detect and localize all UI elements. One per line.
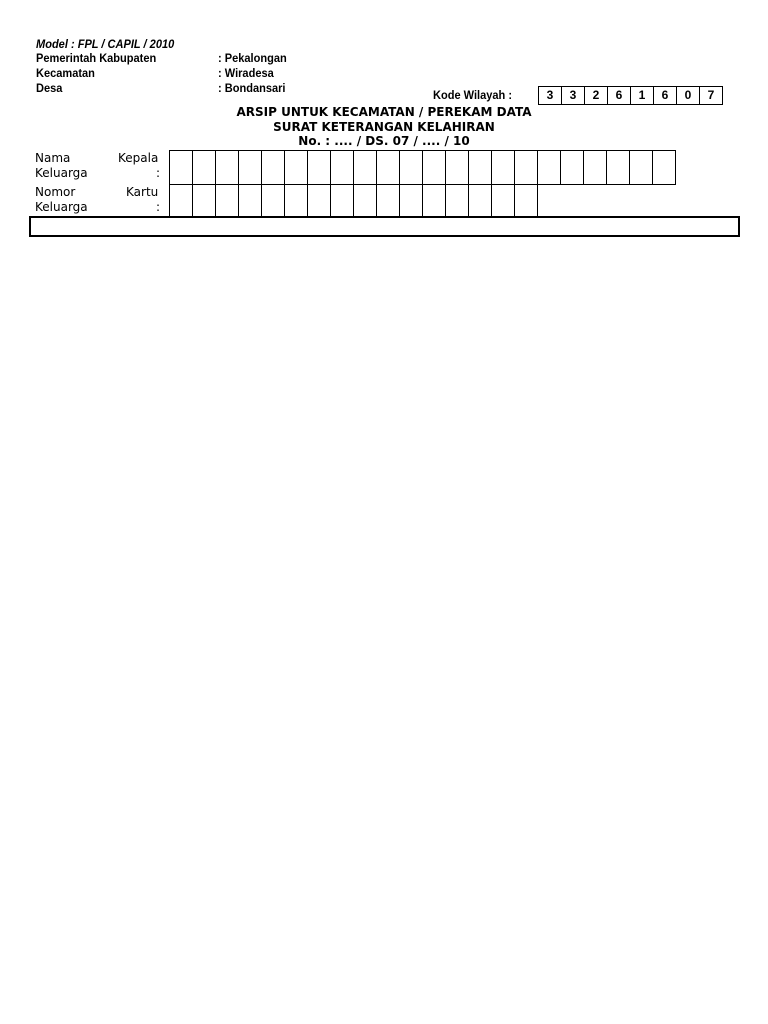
- nomor-kk-char-box[interactable]: [261, 184, 285, 218]
- desa-value: : Bondansari: [218, 81, 286, 95]
- nomor-kk-label-word2: Kartu: [126, 185, 159, 199]
- nomor-kk-char-box[interactable]: [353, 184, 377, 218]
- kode-wilayah-digit: 0: [676, 86, 700, 105]
- kabupaten-value: : Pekalongan: [218, 51, 287, 65]
- nomor-kk-char-box[interactable]: [491, 184, 515, 218]
- nomor-kk-label-word3: Keluarga: [35, 200, 88, 214]
- kode-wilayah-digit: 2: [584, 86, 608, 105]
- nama-char-box[interactable]: [215, 150, 239, 185]
- nomor-kk-label-word1: Nomor: [35, 185, 76, 199]
- nomor-kk-char-box[interactable]: [468, 184, 492, 218]
- nama-char-box[interactable]: [169, 150, 193, 185]
- nomor-kk-char-box[interactable]: [215, 184, 239, 218]
- nama-char-box[interactable]: [652, 150, 676, 185]
- nomor-kk-char-box[interactable]: [422, 184, 446, 218]
- nama-char-box[interactable]: [238, 150, 262, 185]
- kode-wilayah-boxes: [539, 87, 723, 105]
- nama-char-box[interactable]: [560, 150, 584, 185]
- nama-kepala-label-word2: Kepala: [118, 151, 159, 165]
- kode-wilayah-digit: 6: [653, 86, 677, 105]
- kode-wilayah-digit: 1: [630, 86, 654, 105]
- nomor-kk-char-box[interactable]: [445, 184, 469, 218]
- nama-char-box[interactable]: [537, 150, 561, 185]
- kode-wilayah-digit: 7: [699, 86, 723, 105]
- form-title-certificate: SURAT KETERANGAN KELAHIRAN: [273, 120, 495, 134]
- nama-char-box[interactable]: [468, 150, 492, 185]
- form-number: No. : .... / DS. 07 / .... / 10: [298, 134, 470, 148]
- nama-kepala-label-word3: Keluarga: [35, 166, 88, 180]
- nama-kepala-keluarga-boxes[interactable]: [170, 151, 676, 185]
- kode-wilayah-digit: 3: [538, 86, 562, 105]
- kode-wilayah-digit: 6: [607, 86, 631, 105]
- nomor-kk-char-box[interactable]: [169, 184, 193, 218]
- nama-char-box[interactable]: [261, 150, 285, 185]
- nama-char-box[interactable]: [192, 150, 216, 185]
- nama-char-box[interactable]: [353, 150, 377, 185]
- nomor-kk-char-box[interactable]: [376, 184, 400, 218]
- form-model-label: Model : FPL / CAPIL / 2010: [36, 37, 175, 51]
- nama-char-box[interactable]: [284, 150, 308, 185]
- nama-kepala-label-colon: :: [156, 166, 161, 180]
- nama-char-box[interactable]: [514, 150, 538, 185]
- nama-char-box[interactable]: [606, 150, 630, 185]
- kabupaten-label: Pemerintah Kabupaten: [36, 51, 157, 65]
- nomor-kk-char-box[interactable]: [284, 184, 308, 218]
- kecamatan-label: Kecamatan: [36, 66, 95, 80]
- blank-entry-bar: [29, 216, 740, 237]
- nama-char-box[interactable]: [583, 150, 607, 185]
- nama-char-box[interactable]: [422, 150, 446, 185]
- nomor-kk-char-box[interactable]: [307, 184, 331, 218]
- nomor-kk-char-box[interactable]: [192, 184, 216, 218]
- nomor-kartu-keluarga-boxes[interactable]: [170, 185, 538, 218]
- desa-label: Desa: [36, 81, 63, 95]
- nomor-kk-char-box[interactable]: [330, 184, 354, 218]
- nomor-kk-char-box[interactable]: [238, 184, 262, 218]
- form-title-archive: ARSIP UNTUK KECAMATAN / PEREKAM DATA: [236, 105, 532, 119]
- nomor-kk-label-colon: :: [156, 200, 161, 214]
- nama-char-box[interactable]: [629, 150, 653, 185]
- kecamatan-value: : Wiradesa: [218, 66, 274, 80]
- kode-wilayah-digit: 3: [561, 86, 585, 105]
- nama-char-box[interactable]: [307, 150, 331, 185]
- nama-char-box[interactable]: [330, 150, 354, 185]
- kode-wilayah-label: Kode Wilayah :: [433, 88, 513, 102]
- nomor-kk-char-box[interactable]: [399, 184, 423, 218]
- nama-char-box[interactable]: [445, 150, 469, 185]
- nama-char-box[interactable]: [491, 150, 515, 185]
- nama-char-box[interactable]: [376, 150, 400, 185]
- nomor-kk-char-box[interactable]: [514, 184, 538, 218]
- nama-kepala-label-word1: Nama: [35, 151, 71, 165]
- nama-char-box[interactable]: [399, 150, 423, 185]
